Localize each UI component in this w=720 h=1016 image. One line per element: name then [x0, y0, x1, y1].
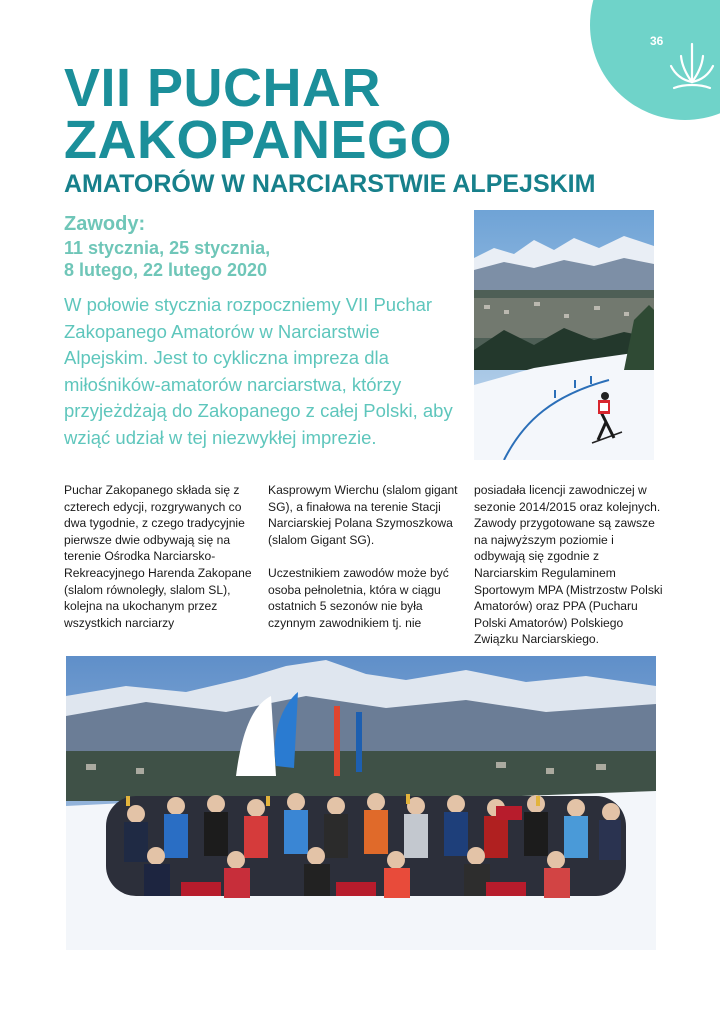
dates-line-1: 11 stycznia, 25 stycznia,	[64, 238, 271, 258]
body-paragraph: posiadała licencji zawodniczej w sezonie 2014/2015 oraz kolejnych. Zawody przygotowane są zawsze na najwyższym poziomie i odbywają się zgodnie z Narciarskim Regulaminem Sportowym MPA (Mistrzostw Polski Amatorów) oraz PPA (Pucharu Polski Amatorów) Polskiego Związku Narciarskiego.	[474, 483, 663, 647]
page-number: 36	[650, 34, 664, 48]
body-column-3	[474, 482, 664, 665]
leaf-icon	[668, 38, 716, 94]
body-paragraph: Puchar Zakopanego składa się z czterech edycji, rozgrywanych co dwa tygodnie, z czego tradycyjnie pierwsze dwie odbywają się na terenie Ośrodka Narciarsko-Rekreacyjnego Harenda Zakopane (slalom równoległy, slalom SL), kolejna na ukochanym przez wszystkich narciarzy	[64, 483, 252, 630]
body-paragraph: Uczestnikiem zawodów może być osoba pełnoletnia, która w ciągu ostatnich 5 sezonów nie była czynnym zawodnikiem tj. nie	[268, 565, 449, 630]
skier-photo	[474, 210, 654, 460]
body-column-2	[268, 482, 458, 648]
page-title	[64, 58, 453, 170]
body-column-1	[64, 482, 254, 648]
dates-heading: Zawody:	[64, 213, 146, 235]
crowd	[106, 793, 626, 898]
body-paragraph: Kasprowym Wierchu (slalom gigant SG), a finałowa na terenie Stacji Narciarskiej Polana Szymoszkowa (slalom Gigant SG).	[268, 483, 458, 547]
title-line-1: VII PUCHAR	[64, 58, 382, 118]
group-photo	[66, 656, 656, 950]
dates-line-2: 8 lutego, 22 lutego 2020	[64, 260, 268, 280]
title-line-2: ZAKOPANEGO	[64, 110, 453, 170]
intro-paragraph: W połowie stycznia rozpoczniemy VII Puchar Zakopanego Amatorów w Narciarstwie Alpejskim. Jest to cykliczna impreza dla miłośników-amatorów narciarstwa, którzy przyjeżdżają do Zakopanego z całej Polski, aby wziąć udział w tej niezwykłej imprezie.	[64, 294, 453, 448]
page-subtitle: AMATORÓW W NARCIARSTWIE ALPEJSKIM	[64, 170, 596, 198]
